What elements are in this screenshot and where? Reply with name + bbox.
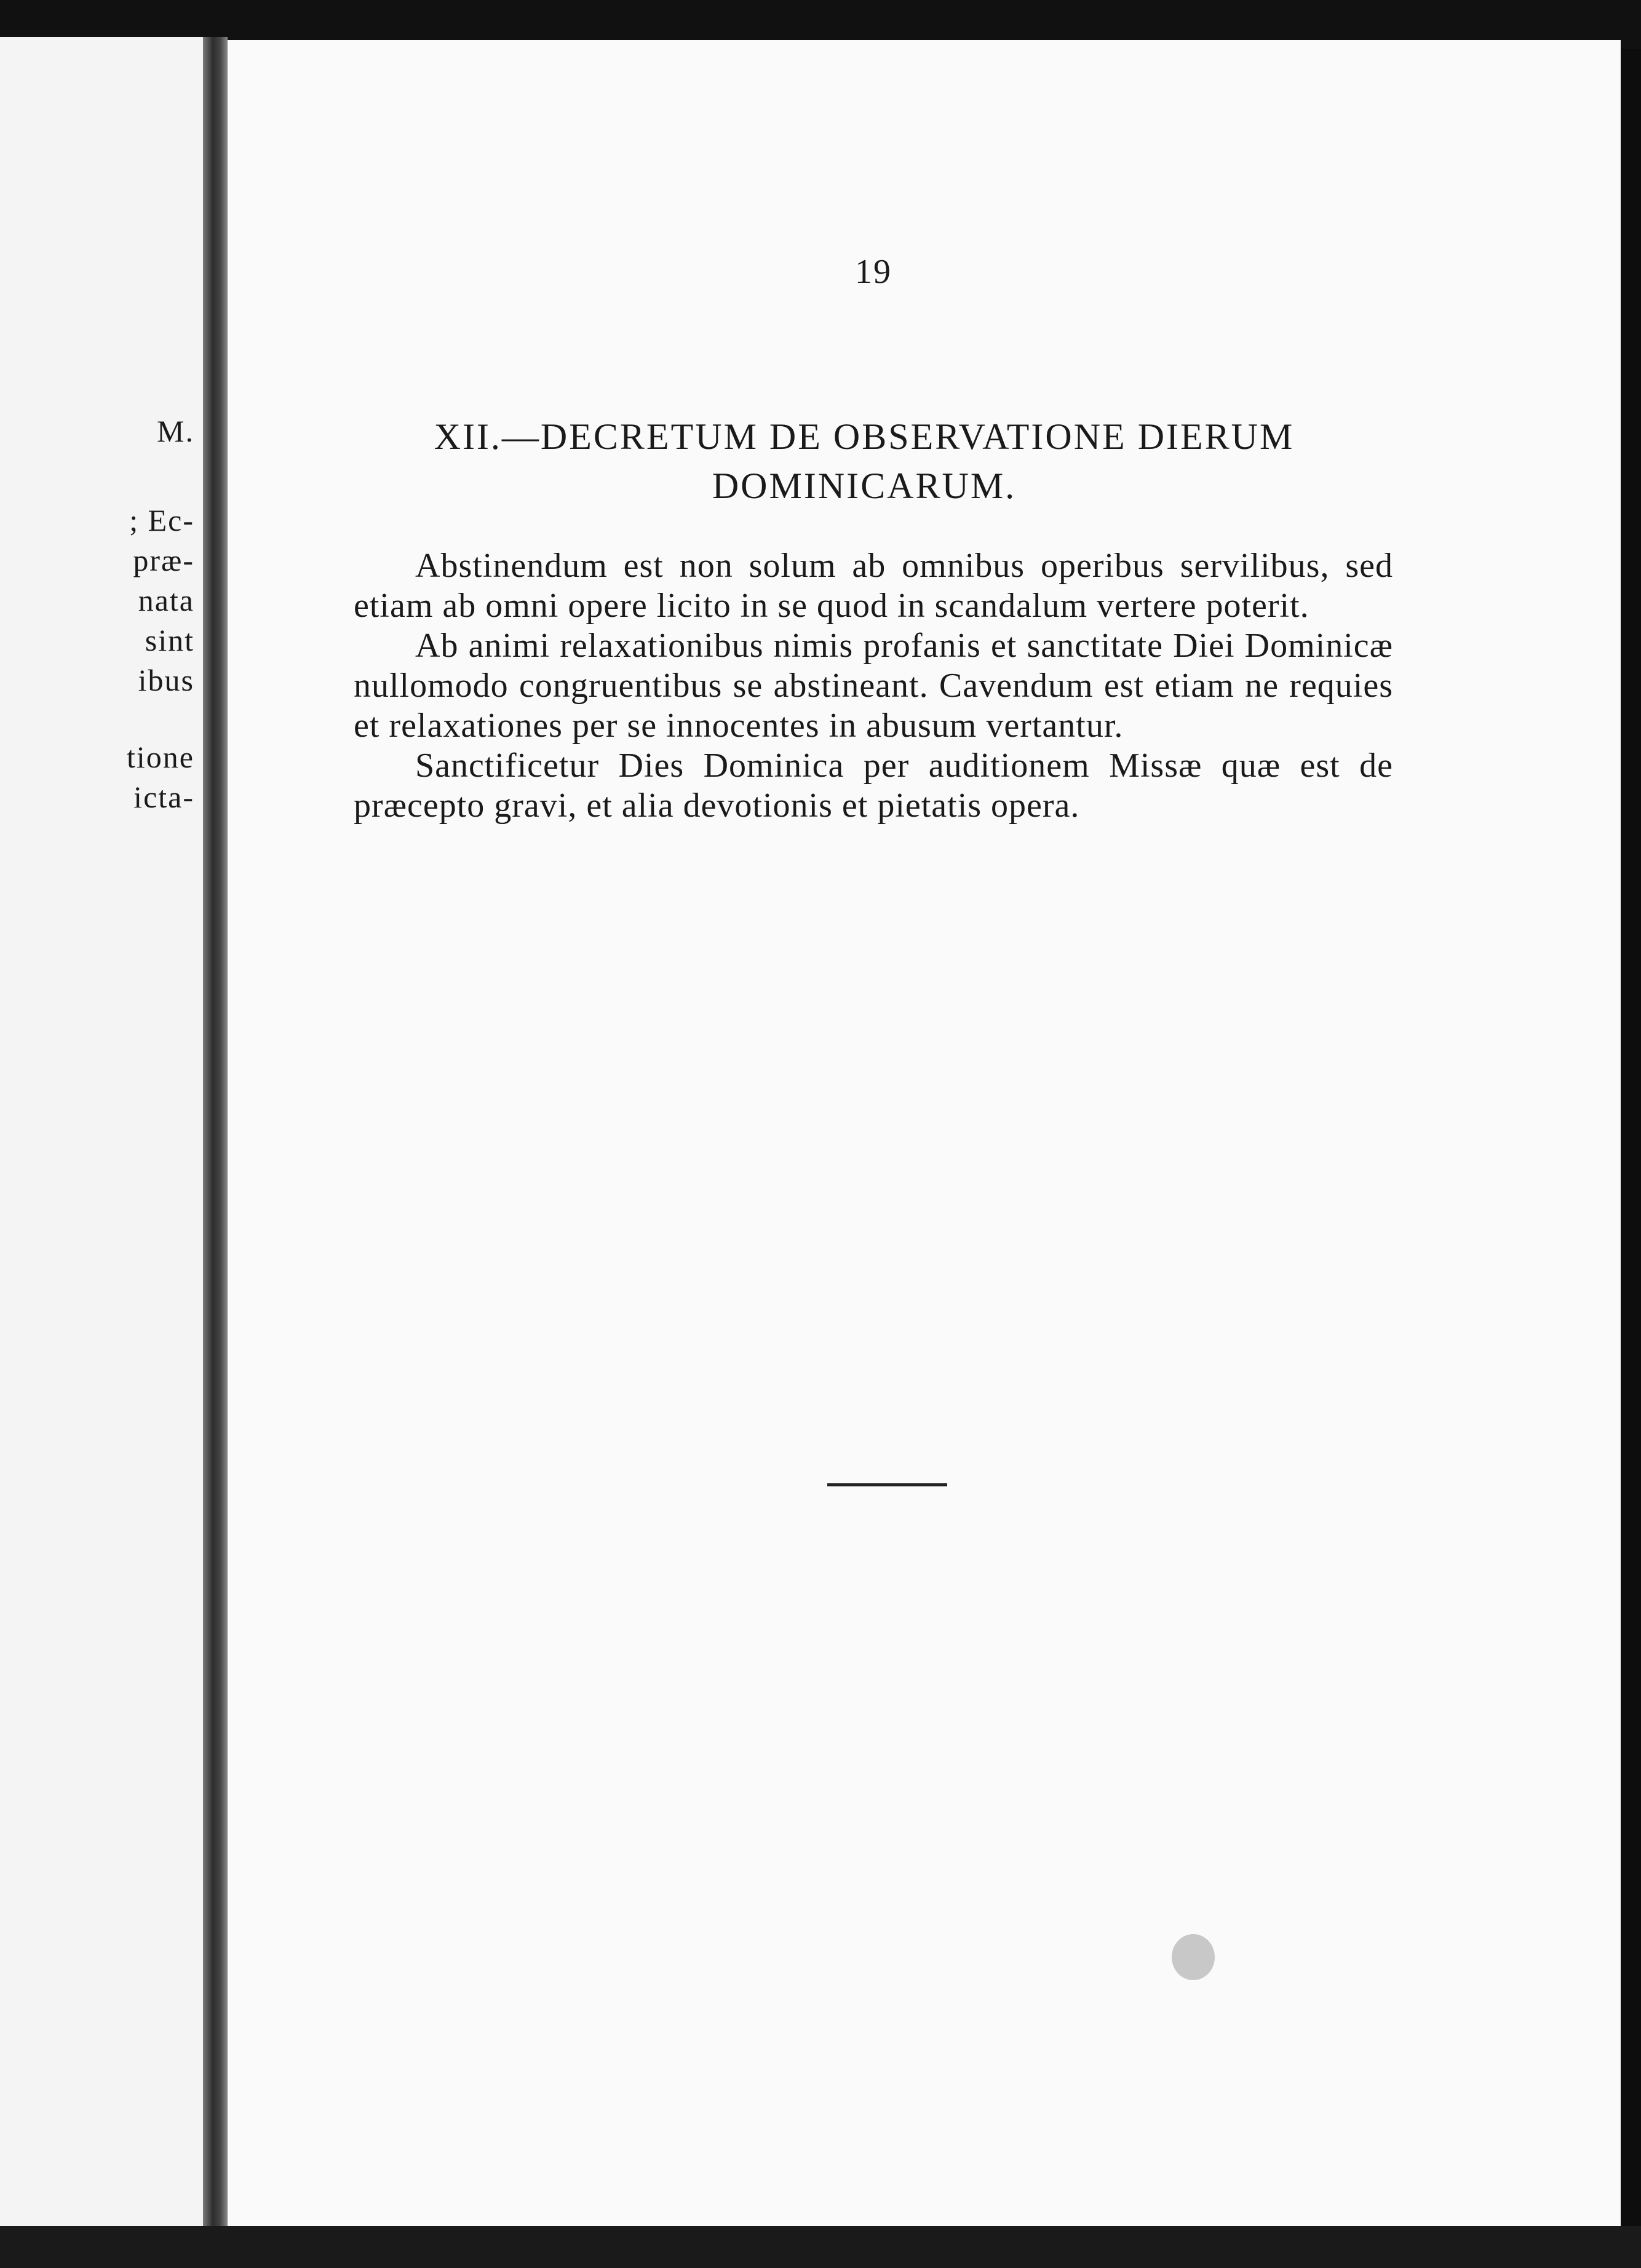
paper-speck bbox=[1172, 1934, 1215, 1980]
main-page bbox=[228, 40, 1621, 2226]
facing-page-fragment: nata bbox=[138, 583, 194, 617]
facing-page-fragment: tione bbox=[127, 740, 194, 774]
facing-page-fragment: icta- bbox=[133, 780, 194, 814]
paragraph: Abstinendum est non solum ab omnibus operibus servilibus, sed etiam ab omni opere licito in se quod in scandalum vertere poterit. bbox=[354, 547, 1393, 625]
facing-page bbox=[0, 37, 203, 2226]
decree-body bbox=[354, 546, 1393, 826]
scan-bottom-border bbox=[0, 2226, 1641, 2268]
facing-page-fragment: præ- bbox=[133, 543, 194, 577]
facing-page-fragment: M. bbox=[157, 414, 194, 448]
decree-title-line: DOMINICARUM. bbox=[712, 466, 1017, 506]
paragraph: Sanctificetur Dies Dominica per auditionem Missæ quæ est de præcepto gravi, et alia devotionis et pietatis opera. bbox=[354, 747, 1393, 825]
page-number: 19 bbox=[855, 253, 892, 291]
paragraph: Ab animi relaxationibus nimis profanis et sanctitate Diei Dominicæ nullomodo congruentibus se abstineant. Cavendum est etiam ne requies et relaxationes per se innocentes in abusum vertantur. bbox=[354, 627, 1393, 745]
facing-page-fragment: sint bbox=[145, 623, 194, 657]
facing-page-fragment: ibus bbox=[138, 663, 194, 697]
decree-title bbox=[344, 412, 1384, 510]
decree-title-line: XII.—DECRETUM DE OBSERVATIONE DIERUM bbox=[434, 416, 1295, 457]
book-gutter bbox=[203, 37, 228, 2226]
facing-page-fragment: ; Ec- bbox=[129, 503, 194, 537]
section-divider bbox=[827, 1483, 947, 1486]
